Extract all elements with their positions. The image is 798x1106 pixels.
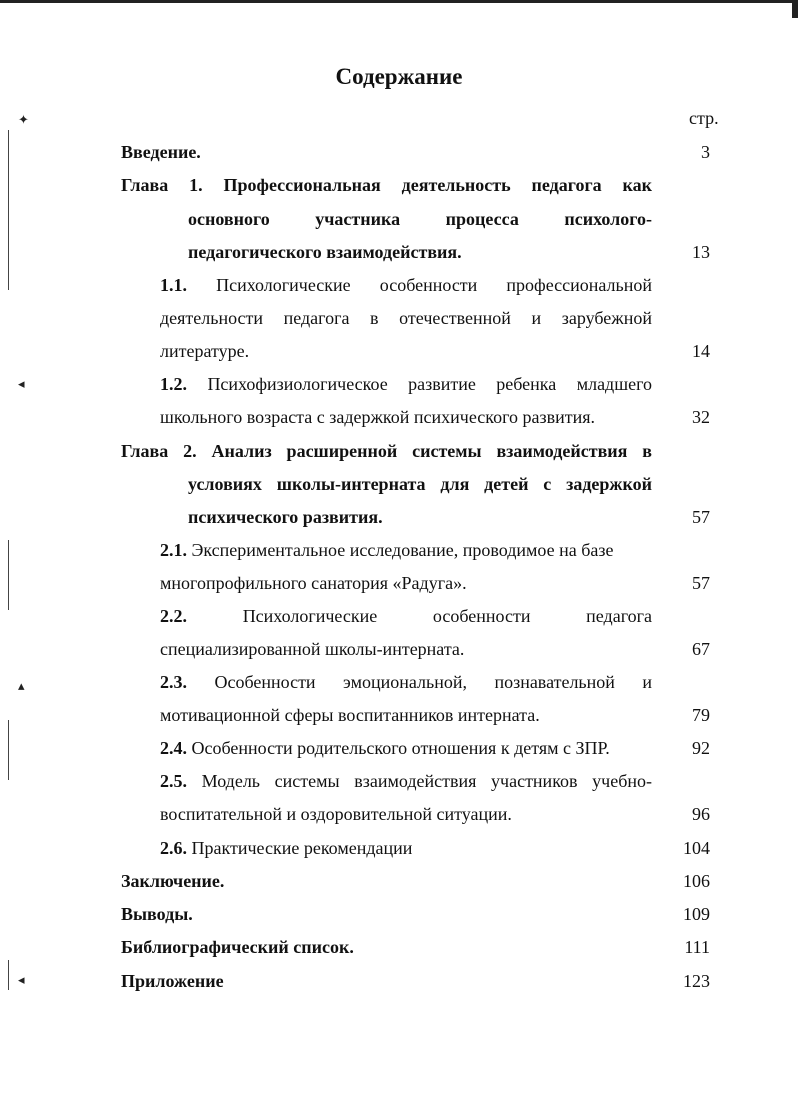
toc-section-2-3-line2: мотивационной сферы воспитанников интерната. [160, 705, 540, 725]
toc-chapter-2-line1: Глава 2. Анализ расширенной системы взаимодействия в [121, 441, 652, 461]
section-number: 2.1. [160, 540, 187, 560]
section-number: 2.5. [160, 771, 187, 791]
toc-section-2-5-line1: 2.5. Модель системы взаимодействия участников учебно- [160, 771, 652, 791]
page-title: Содержание [335, 64, 463, 89]
toc-page-number: 57 [692, 507, 710, 527]
toc-chapter-1-line2: основного участника процесса психолого- [188, 209, 652, 229]
toc-page-number: 57 [692, 573, 710, 593]
toc-entry-appendix: Приложение [121, 971, 224, 991]
toc-page-number: 79 [692, 705, 710, 725]
toc-chapter-2-line3: психического развития. [188, 507, 383, 527]
toc-page-number: 104 [683, 838, 710, 858]
scan-edge-line [8, 720, 9, 780]
toc-section-2-6-line1: 2.6. Практические рекомендации [160, 838, 413, 858]
toc-page-number: 13 [692, 242, 710, 262]
page-column-label: стр. [689, 108, 719, 128]
toc-page-number: 111 [684, 937, 710, 957]
toc-entry-findings: Выводы. [121, 904, 193, 924]
toc-page-number: 14 [692, 341, 710, 361]
toc-entry-intro: Введение. [121, 142, 201, 162]
scan-edge-line [8, 130, 9, 290]
toc-page-number: 96 [692, 804, 710, 824]
binding-hole-mark: ◂ [18, 972, 25, 987]
toc-page-number: 67 [692, 639, 710, 659]
section-number: 2.3. [160, 672, 187, 692]
binding-hole-mark: ✦ [18, 112, 29, 127]
toc-page-number: 123 [683, 971, 710, 991]
binding-hole-mark: ▴ [18, 678, 25, 693]
toc-chapter-1-line1: Глава 1. Профессиональная деятельность педагога как [121, 175, 652, 195]
toc-chapter-1-line3: педагогического взаимодействия. [188, 242, 462, 262]
toc-page-number: 106 [683, 871, 710, 891]
toc-section-2-3-line1: 2.3. Особенности эмоциональной, познавательной и [160, 672, 652, 692]
toc-section-2-2-line1: 2.2. Психологические особенности педагога [160, 606, 652, 626]
toc-section-1-2-line2: школьного возраста с задержкой психического развития. [160, 407, 596, 427]
scan-corner-mark [792, 0, 798, 18]
toc-page-number: 92 [692, 738, 710, 758]
section-number: 2.6. [160, 838, 187, 858]
toc-section-1-1-line1: 1.1. Психологические особенности профессиональной [160, 275, 652, 295]
scan-border-top [0, 0, 798, 3]
binding-hole-mark: ◂ [18, 376, 25, 391]
toc-section-1-2-line1: 1.2. Психофизиологическое развитие ребенка младшего [160, 374, 652, 394]
toc-page-number: 109 [683, 904, 710, 924]
toc-section-1-1-line3: литературе. [160, 341, 250, 361]
toc-page-number: 32 [692, 407, 710, 427]
toc-section-2-4-line1: 2.4. Особенности родительского отношения к детям с ЗПР. [160, 738, 610, 758]
toc-section-2-2-line2: специализированной школы-интерната. [160, 639, 465, 659]
toc-entry-conclusion: Заключение. [121, 871, 225, 891]
section-number: 1.1. [160, 275, 187, 295]
scan-edge-line [8, 960, 9, 990]
toc-section-2-1-line1: 2.1. Экспериментальное исследование, проводимое на базе [160, 540, 614, 560]
section-number: 2.4. [160, 738, 187, 758]
toc-section-1-1-line2: деятельности педагога в отечественной и зарубежной [160, 308, 652, 328]
toc-page-number: 3 [701, 142, 710, 162]
scan-edge-line [8, 540, 9, 610]
toc-entry-bibliography: Библиографический список. [121, 937, 354, 957]
section-number: 1.2. [160, 374, 187, 394]
toc-section-2-1-line2: многопрофильного санатория «Радуга». [160, 573, 467, 593]
toc-chapter-2-line2: условиях школы-интерната для детей с задержкой [188, 474, 652, 494]
toc-section-2-5-line2: воспитательной и оздоровительной ситуации. [160, 804, 512, 824]
section-number: 2.2. [160, 606, 187, 626]
